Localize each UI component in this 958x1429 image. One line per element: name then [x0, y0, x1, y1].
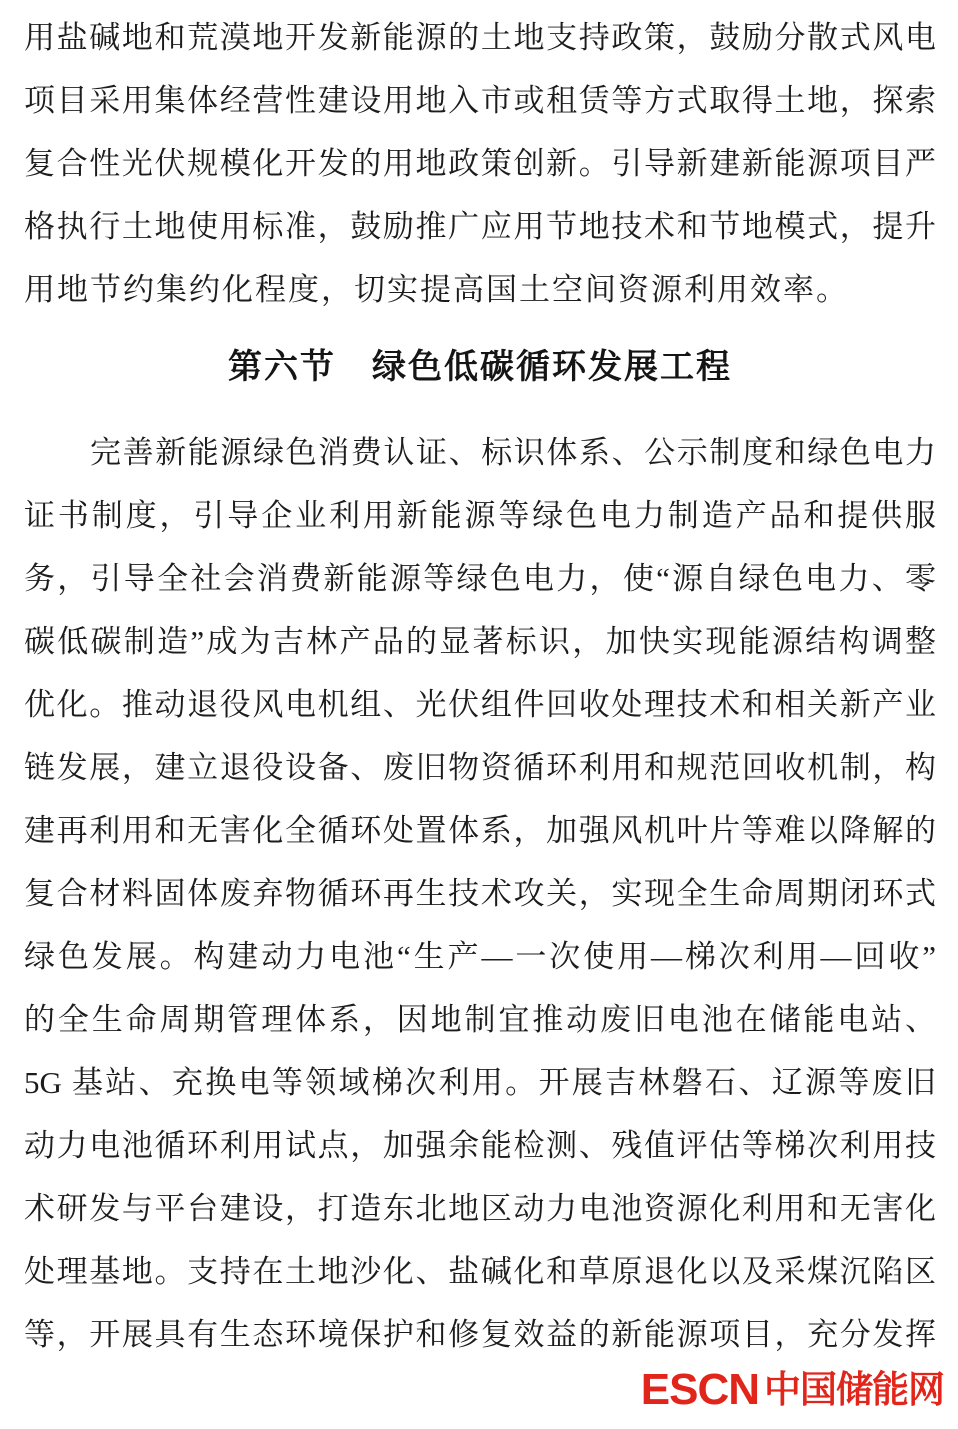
- body-text-line: 格执行土地使用标准，鼓励推广应用节地技术和节地模式，提升: [24, 209, 936, 244]
- body-text-line: 处理基地。支持在土地沙化、盐碱化和草原退化以及采煤沉陷区: [24, 1254, 936, 1289]
- body-text-line: 建再利用和无害化全循环处置体系，加强风机叶片等难以降解的: [24, 813, 936, 848]
- escn-watermark-logo: [640, 1365, 944, 1414]
- paragraph-top: [24, 6, 936, 321]
- body-text-line: 优化。推动退役风电机组、光伏组件回收处理技术和相关新产业: [24, 687, 936, 722]
- body-text-line: 绿色发展。构建动力电池“生产—一次使用—梯次利用—回收”: [24, 939, 936, 974]
- body-text-line: 用盐碱地和荒漠地开发新能源的土地支持政策，鼓励分散式风电: [24, 20, 936, 55]
- body-text-line: 等，开展具有生态环境保护和修复效益的新能源项目，充分发挥: [24, 1317, 936, 1352]
- body-text-line: 的全生命周期管理体系，因地制宜推动废旧电池在储能电站、: [24, 1002, 936, 1037]
- body-text-line: 动力电池循环利用试点，加强余能检测、残值评估等梯次利用技: [24, 1128, 936, 1163]
- body-text-line: 5G 基站、充换电等领域梯次利用。开展吉林磐石、辽源等废旧: [24, 1065, 936, 1100]
- body-text-line: 用地节约集约化程度，切实提高国土空间资源利用效率。: [24, 272, 849, 307]
- body-text-line: 链发展，建立退役设备、废旧物资循环利用和规范回收机制，构: [24, 750, 936, 785]
- escn-logo-latin-text: ESCN: [640, 1365, 759, 1414]
- body-text-line: 术研发与平台建设，打造东北地区动力电池资源化利用和无害化: [24, 1191, 936, 1226]
- escn-logo-chinese-text: 中国储能网: [764, 1369, 944, 1410]
- body-text-line: 证书制度，引导企业利用新能源等绿色电力制造产品和提供服: [24, 498, 936, 533]
- section-heading: 第六节 绿色低碳循环发展工程: [228, 348, 732, 386]
- body-text-line: 务，引导全社会消费新能源等绿色电力，使“源自绿色电力、零: [24, 561, 936, 596]
- body-text-line: 完善新能源绿色消费认证、标识体系、公示制度和绿色电力: [90, 435, 936, 470]
- body-text-line: 项目采用集体经营性建设用地入市或租赁等方式取得土地，探索: [24, 83, 936, 118]
- body-text-line: 碳低碳制造”成为吉林产品的显著标识，加快实现能源结构调整: [24, 624, 936, 659]
- body-text-line: 复合材料固体废弃物循环再生技术攻关，实现全生命周期闭环式: [24, 876, 936, 911]
- document-content: [24, 6, 936, 1366]
- body-text-line: 复合性光伏规模化开发的用地政策创新。引导新建新能源项目严: [24, 146, 936, 181]
- paragraph-body: [24, 421, 936, 1366]
